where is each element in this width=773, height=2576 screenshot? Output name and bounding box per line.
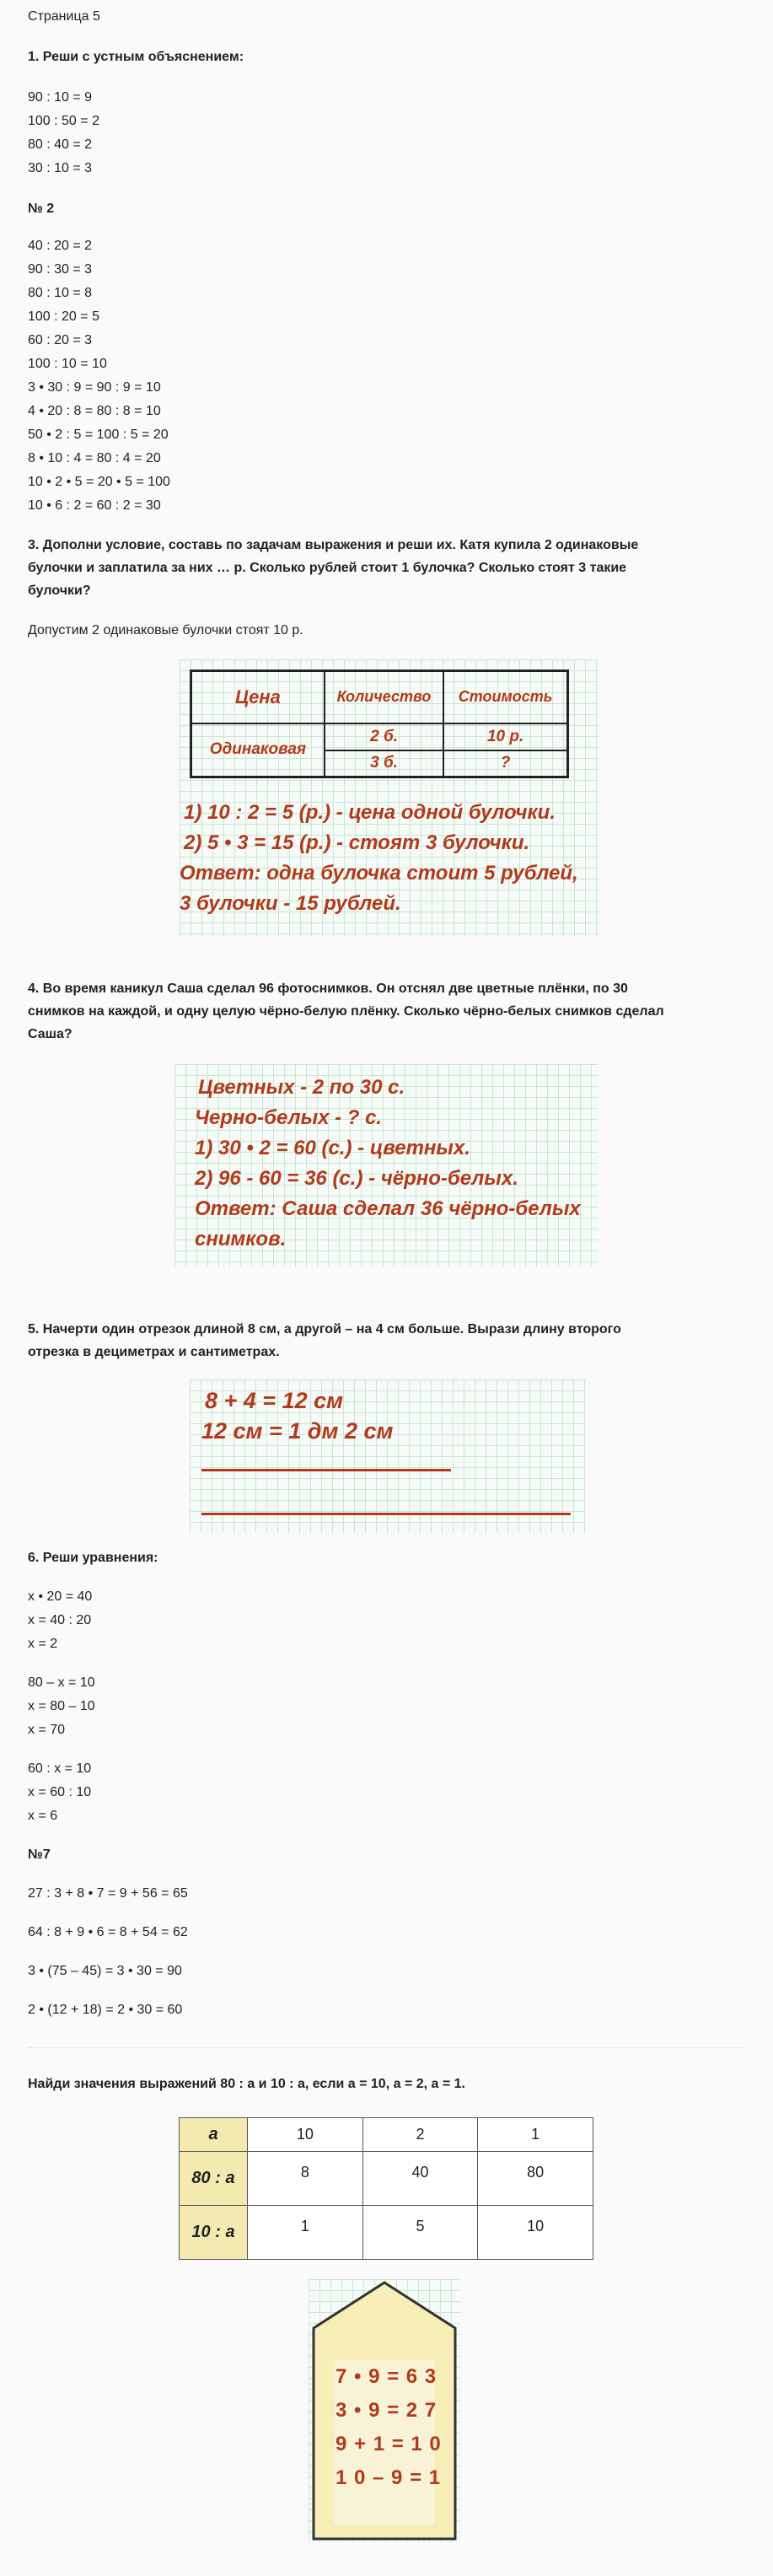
task4-title: Саша? <box>28 1027 72 1041</box>
task8-cell: 1 <box>248 2206 363 2260</box>
house-equation: 9 + 1 = 1 0 <box>336 2433 442 2455</box>
task6-line: x = 60 : 10 <box>28 1785 92 1799</box>
task2-line: 100 : 10 = 10 <box>28 357 107 371</box>
task3-table <box>190 670 569 778</box>
task2-line: 60 : 20 = 3 <box>28 333 93 347</box>
task6-line: x = 70 <box>28 1723 66 1737</box>
task7-title: №7 <box>28 1847 51 1862</box>
task3-solution-line: 1) 10 : 2 = 5 (р.) - цена одной булочки. <box>184 801 556 824</box>
task6-line: x • 20 = 40 <box>28 1589 93 1604</box>
task5-title: отрезка в дециметрах и сантиметрах. <box>28 1345 280 1359</box>
task1-line: 30 : 10 = 3 <box>28 161 93 175</box>
task4-solution-line: 2) 96 - 60 = 36 (с.) - чёрно-белых. <box>195 1167 518 1190</box>
separator <box>28 2047 744 2048</box>
task7-line: 3 • (75 – 45) = 3 • 30 = 90 <box>28 1964 182 1978</box>
task1-line: 90 : 10 = 9 <box>28 90 93 105</box>
task8-table <box>179 2117 593 2260</box>
task6-line: x = 80 – 10 <box>28 1699 95 1713</box>
task6-line: x = 6 <box>28 1809 58 1823</box>
task4-title: снимков на каждой, и одну целую чёрно-белую плёнку. Сколько чёрно-белых снимков сделал <box>28 1004 664 1019</box>
segment-12cm <box>201 1513 571 1515</box>
task8-title: Найди значения выражений 80 : а и 10 : а, если а = 10, а = 2, а = 1. <box>28 2077 465 2091</box>
task4-solution-line: Цветных - 2 по 30 с. <box>198 1076 405 1099</box>
house-equation: 7 • 9 = 6 3 <box>336 2365 437 2388</box>
task8-row-label: 80 : а <box>180 2152 248 2206</box>
task2-line: 8 • 10 : 4 = 80 : 4 = 20 <box>28 451 161 465</box>
task3-assumption: Допустим 2 одинаковые булочки стоят 10 р. <box>28 623 303 637</box>
page-label: Страница 5 <box>28 9 100 24</box>
task2-line: 100 : 20 = 5 <box>28 309 99 324</box>
task3-table-header: Количество <box>325 671 443 723</box>
task7-line: 64 : 8 + 9 • 6 = 8 + 54 = 62 <box>28 1925 188 1939</box>
task2-line: 40 : 20 = 2 <box>28 239 93 253</box>
task2-line: 90 : 30 = 3 <box>28 262 93 277</box>
task1-line: 80 : 40 = 2 <box>28 137 93 152</box>
task7-line: 27 : 3 + 8 • 7 = 9 + 56 = 65 <box>28 1886 188 1901</box>
task5-notebook <box>190 1379 586 1533</box>
task4-solution-line: Черно-белых - ? с. <box>195 1106 383 1129</box>
task2-line: 10 • 6 : 2 = 60 : 2 = 30 <box>28 498 161 513</box>
task3-title: булочки и заплатила за них … р. Сколько рублей стоит 1 булочка? Сколько стоят 3 такие <box>28 561 627 575</box>
task6-line: x = 2 <box>28 1637 58 1651</box>
task8-cell: 8 <box>248 2152 363 2206</box>
segment-8cm <box>201 1469 451 1471</box>
task6-line: 80 – x = 10 <box>28 1675 95 1690</box>
task8-cell: 2 <box>362 2118 478 2152</box>
task3-table-cell: 10 р. <box>443 723 567 750</box>
task5-solution-line: 12 см = 1 дм 2 см <box>201 1418 394 1444</box>
task4-notebook <box>174 1064 598 1266</box>
task8-cell: 80 <box>478 2152 593 2206</box>
task3-table-cell: 2 б. <box>325 723 443 750</box>
task3-solution-line: Ответ: одна булочка стоит 5 рублей, <box>180 862 578 885</box>
task6-line: x = 40 : 20 <box>28 1613 92 1627</box>
task3-solution-line: 2) 5 • 3 = 15 (р.) - стоят 3 булочки. <box>184 831 530 854</box>
task3-table-cell: 3 б. <box>325 750 443 777</box>
task4-title: 4. Во время каникул Саша сделал 96 фотоснимков. Он отснял две цветные плёнки, по 30 <box>28 981 628 996</box>
house-equation: 1 0 – 9 = 1 <box>336 2466 442 2489</box>
task3-solution-line: 3 булочки - 15 рублей. <box>180 892 401 915</box>
task2-line: 3 • 30 : 9 = 90 : 9 = 10 <box>28 380 161 395</box>
house-notebook <box>309 2279 460 2542</box>
task6-title: 6. Реши уравнения: <box>28 1551 158 1565</box>
task5-title: 5. Начерти один отрезок длиной 8 см, а другой – на 4 см больше. Вырази длину второго <box>28 1322 621 1336</box>
task3-table-header: Цена <box>191 671 325 723</box>
task4-solution-line: снимков. <box>195 1228 287 1250</box>
task3-title: булочки? <box>28 583 91 598</box>
task4-solution-line: 1) 30 • 2 = 60 (с.) - цветных. <box>195 1137 470 1159</box>
task6-line: 60 : x = 10 <box>28 1761 92 1776</box>
task4-solution-line: Ответ: Саша сделал 36 чёрно-белых <box>195 1197 581 1220</box>
task3-table-header: Стоимость <box>443 671 567 723</box>
task5-solution-line: 8 + 4 = 12 см <box>205 1388 344 1413</box>
task1-line: 100 : 50 = 2 <box>28 114 99 128</box>
task8-row-label: а <box>180 2118 248 2152</box>
task2-line: 50 • 2 : 5 = 100 : 5 = 20 <box>28 428 169 442</box>
task8-row-label: 10 : а <box>180 2206 248 2260</box>
task8-cell: 1 <box>478 2118 593 2152</box>
task3-notebook <box>180 659 599 936</box>
task8-cell: 5 <box>362 2206 478 2260</box>
task2-title: № 2 <box>28 202 55 216</box>
task3-table-cell: ? <box>443 750 567 777</box>
task2-line: 4 • 20 : 8 = 80 : 8 = 10 <box>28 404 161 418</box>
task8-cell: 10 <box>478 2206 593 2260</box>
task7-line: 2 • (12 + 18) = 2 • 30 = 60 <box>28 2003 183 2017</box>
task2-line: 80 : 10 = 8 <box>28 286 93 300</box>
task1-title: 1. Реши с устным объяснением: <box>28 50 244 64</box>
task3-title: 3. Дополни условие, составь по задачам выражения и реши их. Катя купила 2 одинаковые <box>28 538 639 552</box>
task8-cell: 40 <box>362 2152 478 2206</box>
house-equation: 3 • 9 = 2 7 <box>336 2399 437 2422</box>
task2-line: 10 • 2 • 5 = 20 • 5 = 100 <box>28 475 170 489</box>
task3-table-row-label: Одинаковая <box>191 723 325 777</box>
task8-cell: 10 <box>248 2118 363 2152</box>
